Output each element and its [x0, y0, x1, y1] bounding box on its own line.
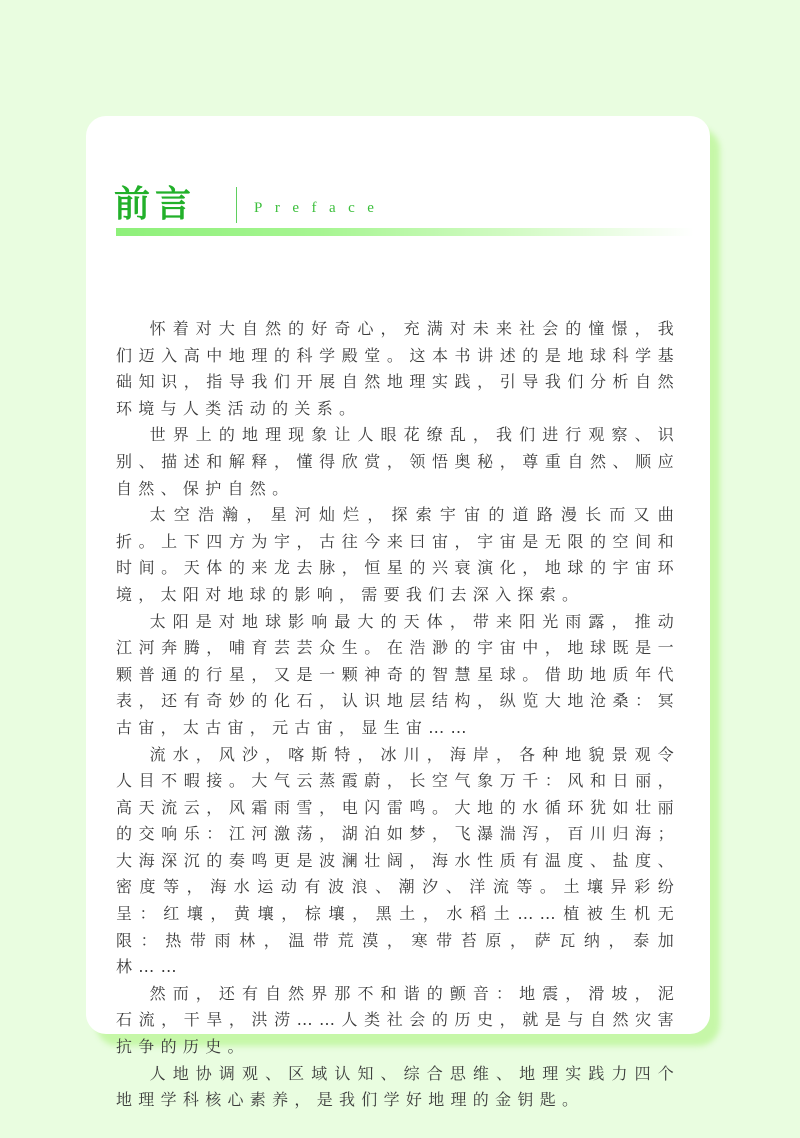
preface-card	[86, 116, 710, 1110]
paragraph: 然而，还有自然界那不和谐的颤音：地震，滑坡，泥石流，干旱，洪涝……人类社会的历史，就是与自然灾害抗争的历史。	[116, 983, 680, 1057]
title-divider	[236, 187, 237, 223]
preface-body	[116, 316, 680, 1114]
page-subtitle: Preface	[254, 200, 387, 216]
page-header	[114, 183, 387, 225]
paragraph: 流水，风沙，喀斯特，冰川，海岸，各种地貌景观令人目不暇接。大气云蒸霞蔚，长空气象万千：风和日丽，高天流云，风霜雨雪，电闪雷鸣。大地的水循环犹如壮丽的交响乐：江河激荡，湖泊如梦，飞瀑湍泻，百川归海；大海深沉的奏鸣更是波澜壮阔，海水性质有温度、盐度、密度等，海水运动有波浪、潮汐、洋流等。土壤异彩纷呈：红壤，黄壤，棕壤，黑土，水稻土……植被生机无限：热带雨林，温带荒漠，寒带苔原，萨瓦纳，泰加林……	[116, 744, 680, 977]
page-title: 前言	[114, 183, 197, 225]
paragraph: 世界上的地理现象让人眼花缭乱，我们进行观察、识别、描述和解释，懂得欣赏，领悟奥秘，尊重自然、顺应自然、保护自然。	[116, 425, 680, 498]
title-underline-bar	[116, 228, 694, 236]
paragraph: 人地协调观、区域认知、综合思维、地理实践力四个地理学科核心素养，是我们学好地理的金钥匙。	[116, 1063, 680, 1110]
paragraph: 怀着对大自然的好奇心，充满对未来社会的憧憬，我们迈入高中地理的科学殿堂。这本书讲述的是地球科学基础知识，指导我们开展自然地理实践，引导我们分析自然环境与人类活动的关系。	[116, 319, 680, 418]
paragraph: 太空浩瀚，星河灿烂，探索宇宙的道路漫长而又曲折。上下四方为宇，古往今来曰宙，宇宙是无限的空间和时间。天体的来龙去脉，恒星的兴衰演化，地球的宇宙环境，太阳对地球的影响，需要我们去深入探索。	[116, 505, 680, 604]
paragraph: 太阳是对地球影响最大的天体，带来阳光雨露，推动江河奔腾，哺育芸芸众生。在浩渺的宇宙中，地球既是一颗普通的行星，又是一颗神奇的智慧星球。借助地质年代表，还有奇妙的化石，认识地层结构，纵览大地沧桑：冥古宙，太古宙，元古宙，显生宙……	[116, 611, 680, 737]
